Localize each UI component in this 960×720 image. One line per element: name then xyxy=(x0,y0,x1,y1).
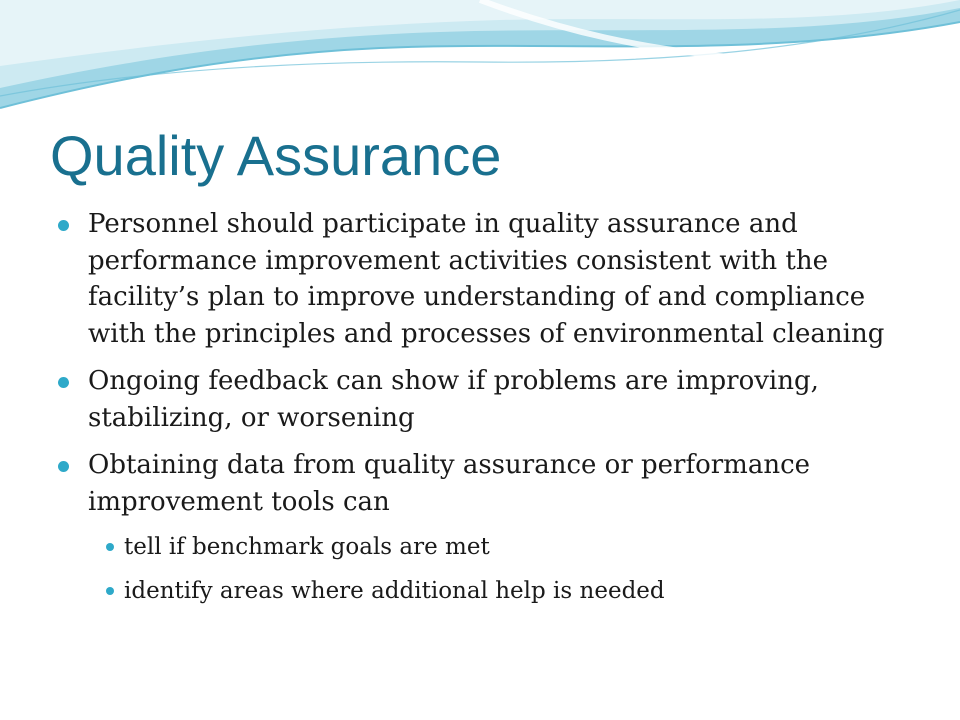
sub-bullet-text: tell if benchmark goals are met xyxy=(124,534,490,560)
sub-bullet-item xyxy=(88,576,918,606)
bullet-item xyxy=(58,206,918,352)
sub-bullet-text: identify areas where additional help is needed xyxy=(124,578,665,604)
bullet-item xyxy=(58,447,918,606)
bullet-text: Personnel should participate in quality assurance and performance improvement activities consistent with the facility’s plan to improve understanding of and compliance with the principles and processes of environmental cleaning xyxy=(88,209,885,349)
sub-bullet-item xyxy=(88,532,918,562)
bullet-text: Ongoing feedback can show if problems are improving, stabilizing, or worsening xyxy=(88,366,819,433)
bullet-item xyxy=(58,363,918,436)
sub-bullet-list xyxy=(88,532,918,606)
bullet-list xyxy=(58,206,918,606)
header-wave-decoration xyxy=(0,0,960,130)
bullet-text: Obtaining data from quality assurance or performance improvement tools can xyxy=(88,450,811,517)
slide-content xyxy=(58,206,918,620)
slide-title: Quality Assurance xyxy=(50,124,502,187)
